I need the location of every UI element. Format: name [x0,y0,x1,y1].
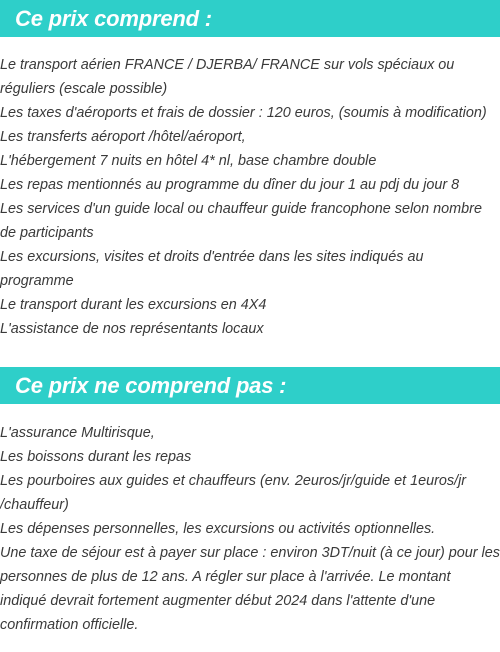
excluded-list [0,421,500,637]
list-item: Les boissons durant les repas [0,449,192,465]
list-item: Les transferts aéroport /hôtel/aéroport, [0,129,246,145]
list-item: L'hébergement 7 nuits en hôtel 4* nl, base chambre double [0,153,377,169]
list-item: Les pourboires aux guides et chauffeurs (env. 2euros/jr/guide et 1euros/jr /chauffeur) [0,473,467,513]
included-header [0,0,500,37]
list-item: Les taxes d'aéroports et frais de dossier : 120 euros, (soumis à modification) [0,105,487,121]
included-list [0,53,500,341]
list-item: L'assistance de nos représentants locaux [0,321,264,337]
list-item: L'assurance Multirisque, [0,425,155,441]
included-title: Ce prix comprend : [15,5,212,31]
excluded-title: Ce prix ne comprend pas : [15,372,287,398]
list-item: Les dépenses personnelles, les excursions ou activités optionnelles. [0,521,436,537]
list-item: Une taxe de séjour est à payer sur place : environ 3DT/nuit (à ce jour) pour les personnes de plus de 12 ans. A régler sur place à l'arrivée. Le montant indiqué devrait fortement augmenter début 2024 dans l'attente d'une confirmation officielle. [0,545,500,633]
excluded-section [0,367,500,637]
list-item: Les excursions, visites et droits d'entrée dans les sites indiqués au programme [0,249,424,289]
list-item: Les services d'un guide local ou chauffeur guide francophone selon nombre de participants [0,201,482,241]
list-item: Les repas mentionnés au programme du dîner du jour 1 au pdj du jour 8 [0,177,460,193]
list-item: Le transport durant les excursions en 4X4 [0,297,267,313]
list-item: Le transport aérien FRANCE / DJERBA/ FRANCE sur vols spéciaux ou réguliers (escale possible) [0,57,455,97]
excluded-header [0,367,500,404]
